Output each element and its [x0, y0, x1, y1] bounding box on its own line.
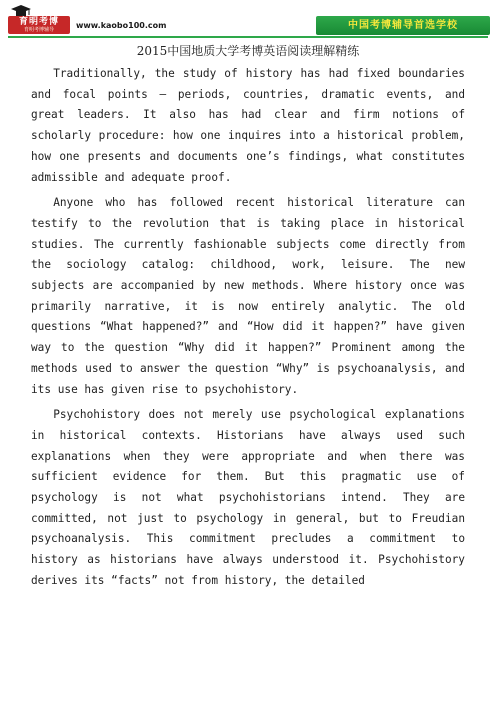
- logo-title: 育明考博: [18, 17, 59, 27]
- header-divider: [8, 36, 488, 38]
- site-logo[interactable]: [8, 4, 70, 34]
- document-title: 2015中国地质大学考博英语阅读理解精练: [136, 44, 360, 58]
- logo-subtitle: 育明考博辅导: [23, 27, 54, 33]
- paragraph-3: Psychohistory does not merely use psychological explanations in historical contexts. Historians have always used such explanations when they were appropriate and when there was sufficient evidence for them. But this pragmatic use of psychology is not what psychohistorians intend. They are committed, not just to psychology in general, but to Freudian psychoanalysis. This commitment precludes a commitment to history as historians have always understood it. Psychohistory derives its “facts” not from history, the detailed: [31, 408, 465, 587]
- banner-text: 中国考博辅导首选学校: [348, 20, 458, 31]
- paragraph-2: Anyone who has followed recent historical literature can testify to the revolution that is taking place in historical studies. The currently fashionable subjects come directly from the sociology catalog: childhood, work, leisure. The new subjects are accompanied by new methods. Where history once was primarily narrative, it is now entirely analytic. The old questions “What happened?” and “How did it happen?” have given way to the question “Why did it happen?” Prominent among the methods used to answer the question “Why” is psychoanalysis, and its use has given rise to psychohistory.: [31, 196, 465, 396]
- site-url-link[interactable]: www.kaobo100.com: [76, 21, 167, 30]
- document-body: [31, 64, 465, 597]
- page-header: [0, 0, 496, 38]
- header-banner: [316, 16, 490, 35]
- paragraph-1: Traditionally, the study of history has had fixed boundaries and focal points — periods, countries, dramatic events, and great leaders. It also has had clear and firm notions of scholarly procedure: how one inquires into a historical problem, how one presents and documents one’s findings, what constitutes admissible and adequate proof.: [31, 67, 465, 184]
